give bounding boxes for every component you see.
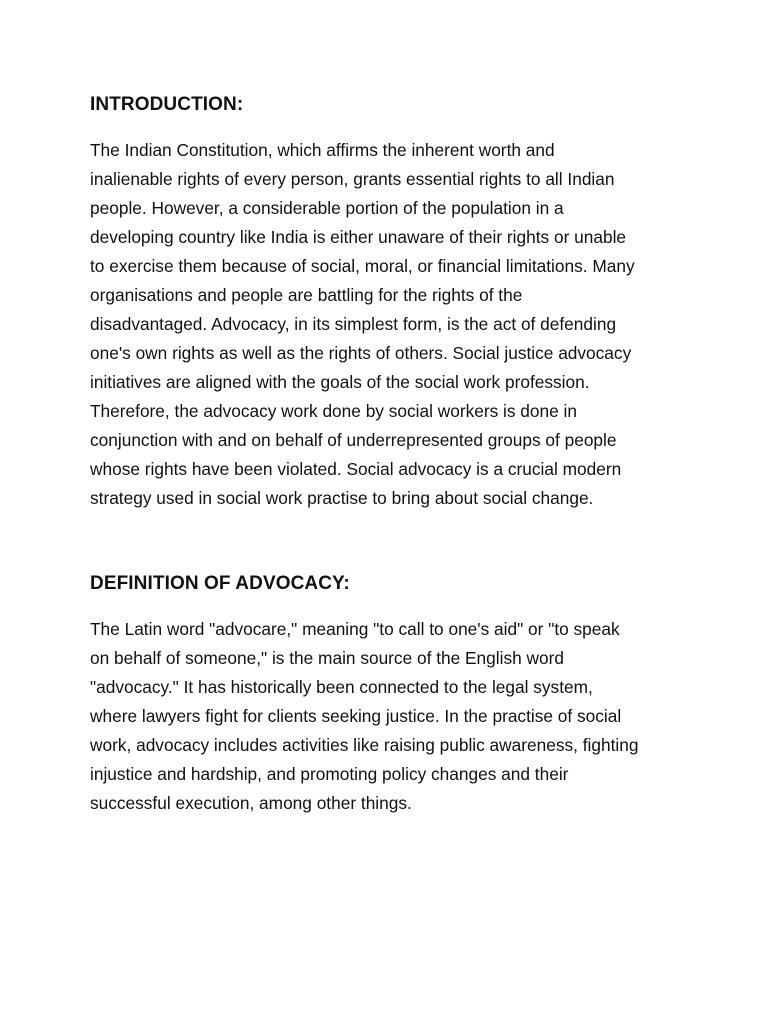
text-line: one's own rights as well as the rights of others. Social justice advocacy: [90, 343, 632, 363]
section-heading-introduction: INTRODUCTION:: [90, 94, 244, 115]
definition-section: [90, 571, 690, 818]
text-line: to exercise them because of social, moral, or financial limitations. Many: [90, 256, 635, 276]
text-line: injustice and hardship, and promoting policy changes and their: [90, 764, 569, 784]
introduction-section: [90, 92, 690, 513]
text-line: work, advocacy includes activities like raising public awareness, fighting: [90, 735, 639, 755]
text-line: strategy used in social work practise to bring about social change.: [90, 488, 594, 508]
text-line: The Indian Constitution, which affirms the inherent worth and: [90, 140, 555, 160]
introduction-paragraph: [90, 136, 690, 513]
text-line: whose rights have been violated. Social advocacy is a crucial modern: [90, 459, 622, 479]
text-line: The Latin word "advocare," meaning "to call to one's aid" or "to speak: [90, 619, 620, 639]
text-line: "advocacy." It has historically been connected to the legal system,: [90, 677, 593, 697]
section-heading-definition: DEFINITION OF ADVOCACY:: [90, 573, 350, 594]
text-line: on behalf of someone," is the main source of the English word: [90, 648, 564, 668]
document-content: [90, 92, 690, 818]
definition-paragraph: [90, 615, 690, 818]
text-line: initiatives are aligned with the goals of the social work profession.: [90, 372, 590, 392]
text-line: disadvantaged. Advocacy, in its simplest form, is the act of defending: [90, 314, 617, 334]
text-line: Therefore, the advocacy work done by social workers is done in: [90, 401, 577, 421]
text-line: inalienable rights of every person, grants essential rights to all Indian: [90, 169, 615, 189]
text-line: organisations and people are battling for the rights of the: [90, 285, 523, 305]
text-line: people. However, a considerable portion of the population in a: [90, 198, 564, 218]
text-line: conjunction with and on behalf of underrepresented groups of people: [90, 430, 617, 450]
text-line: developing country like India is either unaware of their rights or unable: [90, 227, 627, 247]
text-line: where lawyers fight for clients seeking justice. In the practise of social: [90, 706, 622, 726]
text-line: successful execution, among other things.: [90, 793, 412, 813]
